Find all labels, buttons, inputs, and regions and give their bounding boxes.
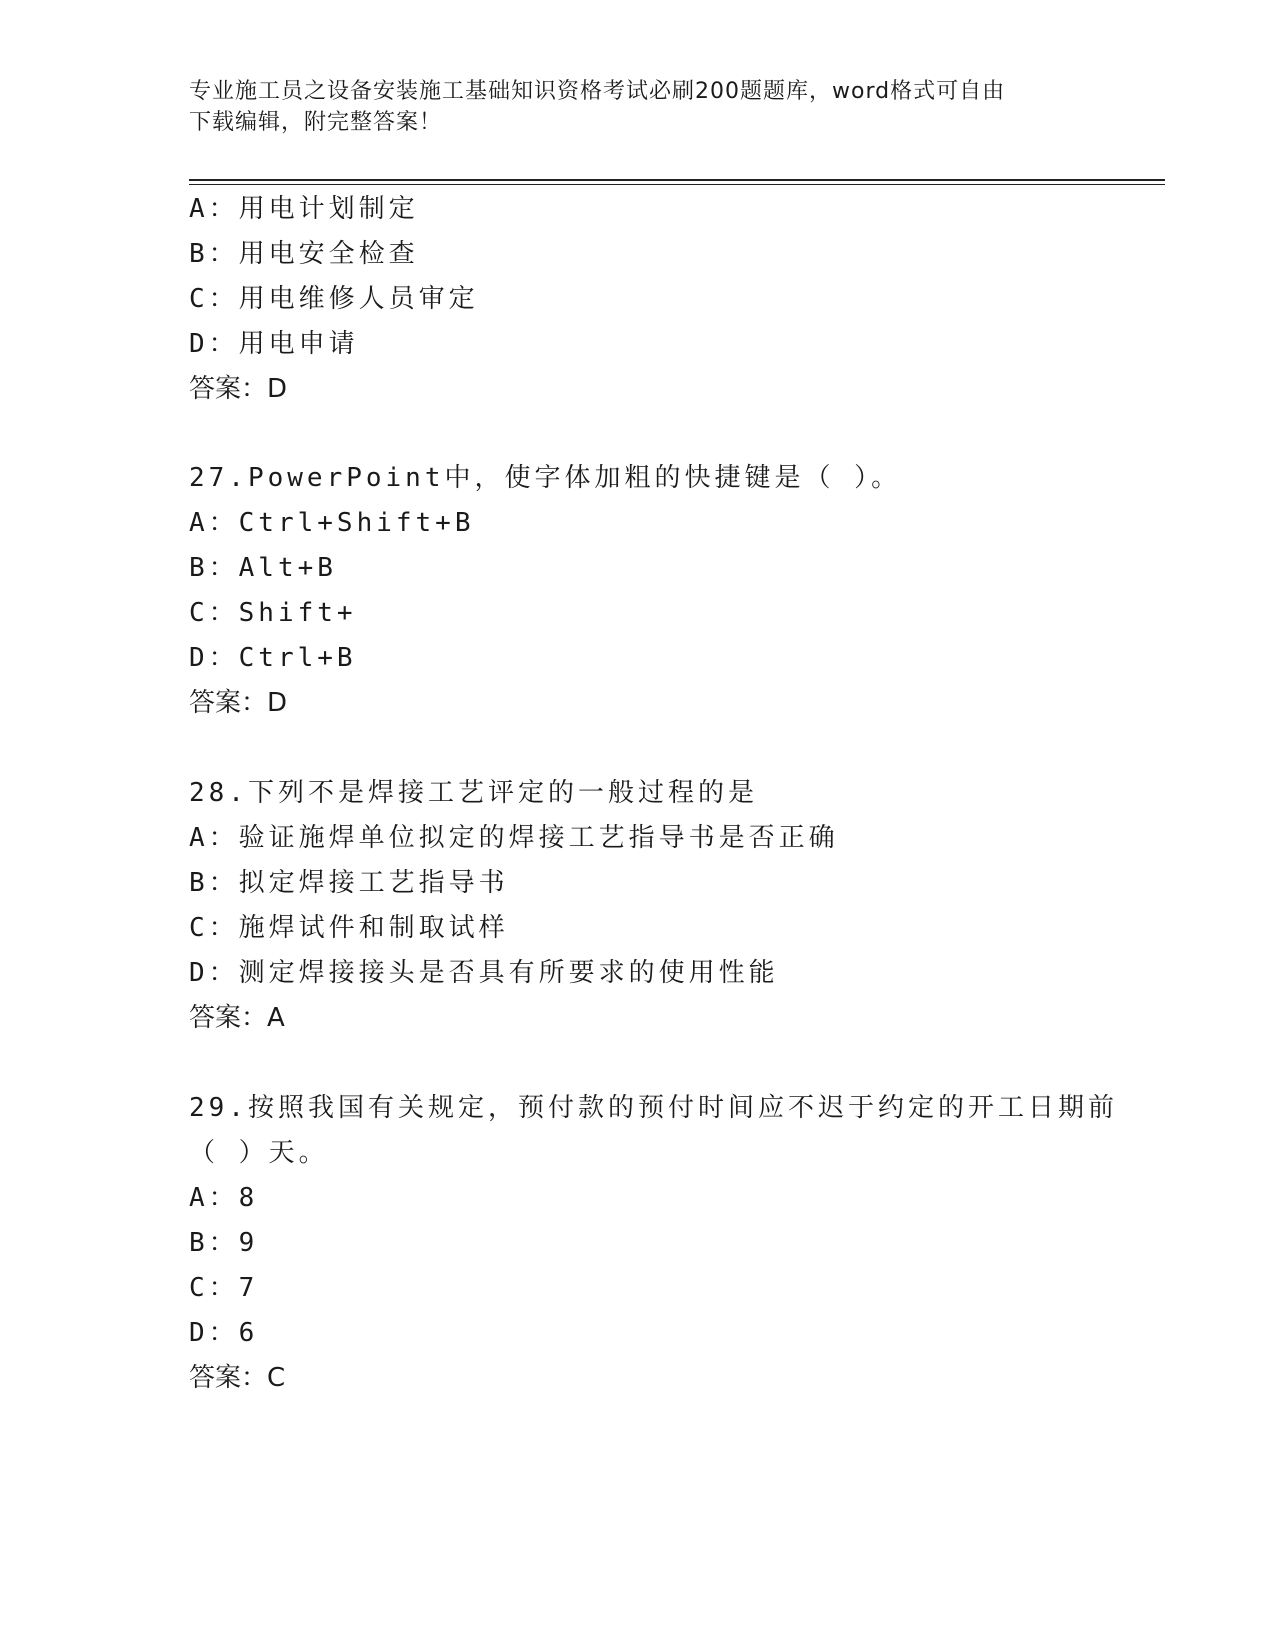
- q29-answer: 答案：C: [189, 1363, 286, 1393]
- q27-option-c: C：Shift+: [189, 598, 357, 628]
- q27-stem: 27.PowerPoint中，使字体加粗的快捷键是（ ）。: [189, 463, 902, 493]
- q29-option-d: D：6: [189, 1318, 259, 1348]
- prev-answer: 答案：D: [189, 374, 288, 404]
- header-divider-thick: [189, 179, 1165, 181]
- header-divider-thin: [189, 184, 1165, 185]
- q29-option-a: A：8: [189, 1183, 259, 1213]
- q27-answer: 答案：D: [189, 688, 288, 718]
- q28-option-b: B：拟定焊接工艺指导书: [189, 868, 509, 898]
- q27-option-b: B：Alt+B: [189, 553, 337, 583]
- prev-option-b: B：用电安全检查: [189, 239, 419, 269]
- q28-option-d: D：测定焊接接头是否具有所要求的使用性能: [189, 958, 779, 988]
- q27-option-d: D：Ctrl+B: [189, 643, 357, 673]
- prev-option-c: C：用电维修人员审定: [189, 284, 479, 314]
- q28-answer: 答案：A: [189, 1003, 285, 1033]
- q29-stem-line-1: 29.按照我国有关规定，预付款的预付时间应不迟于约定的开工日期前: [189, 1093, 1118, 1123]
- header-title-line-2: 下载编辑，附完整答案！: [189, 110, 443, 135]
- q28-option-a: A：验证施焊单位拟定的焊接工艺指导书是否正确: [189, 823, 839, 853]
- prev-option-a: A：用电计划制定: [189, 194, 419, 224]
- q29-option-c: C：7: [189, 1273, 259, 1303]
- header-title-line-1: 专业施工员之设备安装施工基础知识资格考试必刷200题题库，word格式可自由: [189, 79, 1006, 104]
- q28-option-c: C：施焊试件和制取试样: [189, 913, 509, 943]
- q28-stem: 28.下列不是焊接工艺评定的一般过程的是: [189, 778, 758, 808]
- q29-option-b: B：9: [189, 1228, 259, 1258]
- q29-stem-line-2: （ ）天。: [189, 1138, 329, 1168]
- prev-option-d: D：用电申请: [189, 329, 359, 359]
- q27-option-a: A：Ctrl+Shift+B: [189, 508, 475, 538]
- document-header: [189, 76, 1089, 138]
